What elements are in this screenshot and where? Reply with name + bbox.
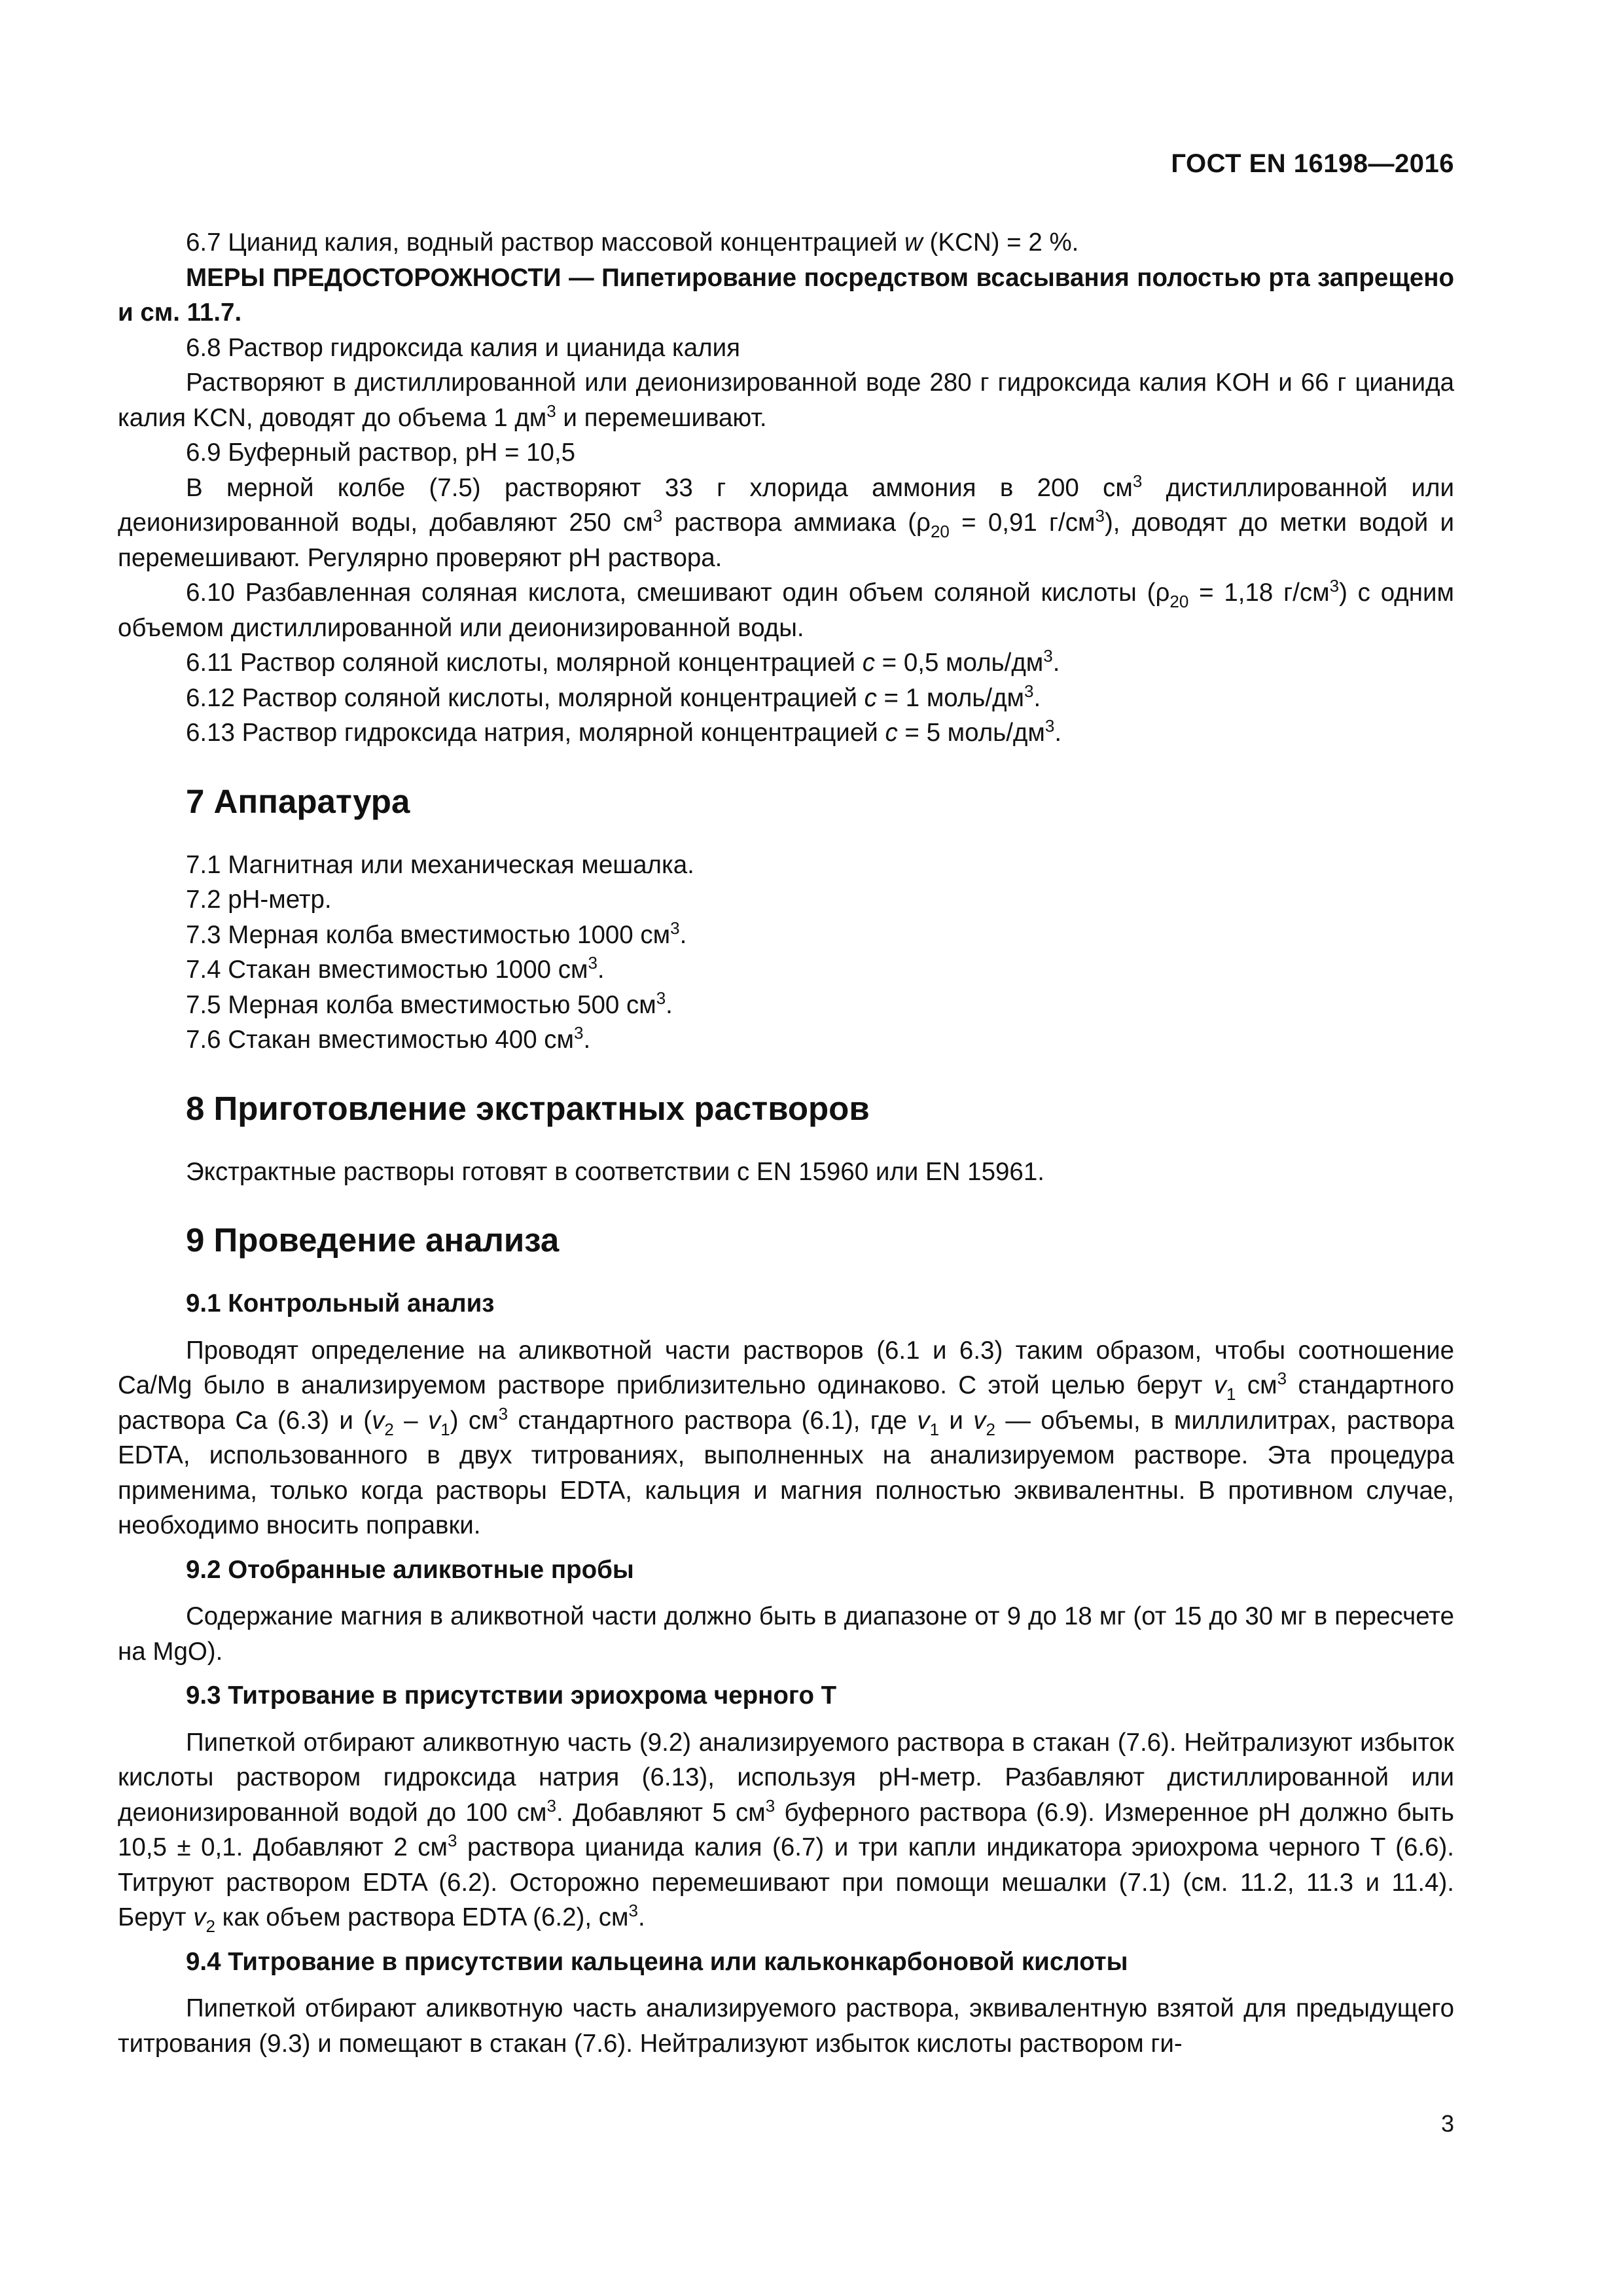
subscript: 20 [930, 522, 950, 541]
apparatus-list [118, 848, 1454, 1058]
text-span: Растворяют в дистиллированной или деионизированной воде 280 г гидроксида калия KOH и 66 г цианида калия KCN, доводят до объема 1 дм [118, 368, 1454, 432]
warning-paragraph: МЕРЫ ПРЕДОСТОРОЖНОСТИ — Пипетирование посредством всасывания полостью рта запрещено и см. 11.7. [118, 263, 1454, 327]
superscript: 3 [628, 1901, 638, 1920]
text-span: = 1 моль/дм [876, 683, 1025, 712]
text-span: = 0,91 г/см [949, 509, 1096, 537]
subscript: 1 [929, 1419, 940, 1439]
variable: c [864, 683, 877, 712]
superscript: 3 [588, 953, 597, 973]
text-span: дистиллированной или деионизированной воды, добавляют 250 см [118, 473, 1454, 537]
list-item-text: 7.6 Стакан вместимостью 400 см [186, 1026, 575, 1054]
paragraph-6-8-title: 6.8 Раствор гидроксида калия и цианида калия [186, 333, 740, 362]
text-span: раствора аммиака (ρ [662, 509, 931, 537]
subscript: 20 [1169, 592, 1189, 611]
text-span: (KCN) = 2 %. [922, 228, 1079, 257]
superscript: 3 [546, 1795, 556, 1816]
text-span: . Добавляют 5 см [556, 1798, 766, 1827]
list-item-text: 7.2 pH-метр. [186, 886, 332, 914]
paragraph-6-11 [118, 645, 1454, 681]
text-span: Пипеткой отбирают аликвотную часть (9.2) анализируемого раствора в стакан (7.6). Нейтрализуют избыток кислоты раствором гидроксида натрия (6.13), используя pH-метр. Разбавляют дистиллированной или деионизированной водой до 100 см [118, 1728, 1454, 1827]
superscript: 3 [1095, 506, 1105, 526]
variable: c [885, 719, 898, 747]
text-span: . [637, 1903, 645, 1931]
list-item-end: . [583, 1026, 591, 1054]
subscript: 2 [986, 1419, 996, 1439]
apparatus-list-item [186, 1022, 1454, 1058]
apparatus-list-item [186, 882, 1454, 918]
text-span: = 1,18 г/см [1188, 579, 1330, 607]
variable: v [973, 1406, 986, 1435]
apparatus-list-item [186, 988, 1454, 1023]
superscript: 3 [1044, 716, 1055, 736]
paragraph-9-2: Содержание магния в аликвотной части должно быть в диапазоне от 9 до 18 мг (от 15 до 30 мг в пересчете на MgO). [118, 1602, 1454, 1666]
subsection-heading-9-1: 9.1 Контрольный анализ [186, 1289, 495, 1318]
list-item-text: 7.5 Мерная колба вместимостью 500 см [186, 990, 656, 1019]
section-heading-8: 8 Приготовление экстрактных растворов [186, 1089, 870, 1127]
variable: v [193, 1903, 206, 1931]
text-span: ) см [450, 1406, 499, 1435]
text-span: стандартного раствора (6.1), где [508, 1406, 918, 1435]
apparatus-list-item [186, 952, 1454, 988]
variable: w [904, 228, 923, 257]
text-span: 6.7 Цианид калия, водный раствор массовой концентрацией [186, 228, 905, 257]
subscript: 1 [1226, 1384, 1236, 1404]
paragraph-8: Экстрактные растворы готовят в соответствии с EN 15960 или EN 15961. [186, 1157, 1044, 1186]
paragraph-6-9-title: 6.9 Буферный раствор, pH = 10,5 [186, 439, 576, 467]
text-span: Проводят определение на аликвотной части растворов (6.1 и 6.3) таким образом, чтобы соотношение Ca/Mg было в анализируемом растворе приблизительно одинаково. С этой целью берут [118, 1336, 1454, 1399]
variable: v [1213, 1371, 1226, 1399]
list-item-end: . [666, 990, 673, 1019]
superscript: 3 [448, 1831, 457, 1850]
text-span: 6.11 Раствор соляной кислоты, молярной концентрацией [186, 649, 863, 677]
superscript: 3 [656, 988, 666, 1008]
list-item-text: 7.3 Мерная колба вместимостью 1000 см [186, 920, 671, 949]
text-span: ) с одним объемом дистиллированной или деионизированной воды. [118, 579, 1455, 642]
paragraph-6-9-text [118, 471, 1454, 576]
section-heading-9: 9 Проведение анализа [186, 1221, 560, 1259]
subsection-heading-9-3: 9.3 Титрование в присутствии эриохрома черного T [186, 1681, 837, 1710]
subsection-heading-9-4: 9.4 Титрование в присутствии кальцеина или кальконкарбоновой кислоты [186, 1947, 1128, 1976]
text-span: 6.13 Раствор гидроксида натрия, молярной концентрацией [186, 719, 885, 747]
text-span: = 5 моль/дм [897, 719, 1045, 747]
text-span: как объем раствора EDTA (6.2), см [215, 1903, 629, 1931]
superscript: 3 [652, 506, 663, 526]
document-code: ГОСТ EN 16198—2016 [1171, 149, 1454, 178]
text-span: ), доводят до метки водой и перемешивают. Регулярно проверяют pH раствора. [118, 509, 1454, 572]
paragraph-6-13 [118, 715, 1454, 751]
superscript: 3 [546, 401, 556, 421]
text-span: раствора цианида калия (6.7) и три капли индикатора эриохрома черного T (6.6). Титруют раствором EDTA (6.2). Осторожно перемешивают при помощи мешалки (7.1) (см. 11.2, 11.3 и 11.4). Берут [118, 1833, 1455, 1931]
superscript: 3 [1277, 1369, 1287, 1388]
list-item-text: 7.4 Стакан вместимостью 1000 см [186, 956, 588, 984]
paragraph-6-12 [118, 681, 1454, 716]
paragraph-6-8-text [118, 365, 1454, 435]
subscript: 2 [384, 1419, 394, 1439]
apparatus-list-item [186, 848, 1454, 883]
text-span: . [1052, 649, 1060, 677]
superscript: 3 [765, 1795, 776, 1816]
subsection-heading-9-2: 9.2 Отобранные аликвотные пробы [186, 1555, 634, 1584]
variable: c [862, 649, 875, 677]
paragraph-6-10 [118, 575, 1454, 645]
text-span: В мерной колбе (7.5) растворяют 33 г хлорида аммония в 200 см [186, 473, 1133, 502]
text-span: — объемы, в миллилитрах, раствора EDTA, использованного в двух титрованиях, выполненных на анализируемом растворе. Эта процедура применима, только когда растворы EDTA, кальция и магния полностью эквивалентны. В противном случае, необходимо вносить поправки. [118, 1406, 1454, 1539]
list-item-text: 7.1 Магнитная или механическая мешалка. [186, 850, 694, 879]
list-item-end: . [597, 956, 605, 984]
text-span: = 0,5 моль/дм [874, 649, 1044, 677]
subscript: 2 [205, 1916, 215, 1936]
paragraph-9-3 [118, 1725, 1454, 1935]
text-span: – [393, 1406, 428, 1435]
variable: v [427, 1406, 441, 1435]
text-span: и перемешивают. [556, 403, 767, 432]
text-span: . [1033, 683, 1041, 712]
variable: v [917, 1406, 930, 1435]
text-span: . [1054, 719, 1062, 747]
text-span: 6.12 Раствор соляной кислоты, молярной концентрацией [186, 683, 865, 712]
section-heading-7: 7 Аппаратура [186, 782, 410, 820]
list-item-end: . [679, 920, 687, 949]
superscript: 3 [670, 918, 680, 938]
text-span: стандартного раствора Ca (6.3) и ( [118, 1371, 1454, 1435]
page-number: 3 [1440, 2110, 1454, 2137]
superscript: 3 [1043, 646, 1053, 666]
document-body [118, 225, 1454, 2061]
apparatus-list-item [186, 918, 1454, 953]
paragraph-9-1 [118, 1333, 1454, 1543]
superscript: 3 [574, 1023, 584, 1043]
paragraph-6-7 [118, 225, 1454, 260]
superscript: 3 [1132, 471, 1143, 491]
superscript: 3 [1024, 681, 1034, 701]
superscript: 3 [1329, 576, 1340, 596]
paragraph-9-4: Пипеткой отбирают аликвотную часть анализируемого раствора, эквивалентную взятой для предыдущего титрования (9.3) и помещают в стакан (7.6). Нейтрализуют избыток кислоты раствором ги- [118, 1994, 1454, 2058]
text-span: 6.10 Разбавленная соляная кислота, смешивают один объем соляной кислоты (ρ [186, 579, 1170, 607]
variable: v [372, 1406, 385, 1435]
subscript: 1 [440, 1419, 450, 1439]
text-span: и [939, 1406, 974, 1435]
text-span: см [1236, 1371, 1277, 1399]
text-span: буферного раствора (6.9). Измеренное pH должно быть 10,5 ± 0,1. Добавляют 2 см [118, 1798, 1454, 1861]
superscript: 3 [498, 1403, 508, 1424]
